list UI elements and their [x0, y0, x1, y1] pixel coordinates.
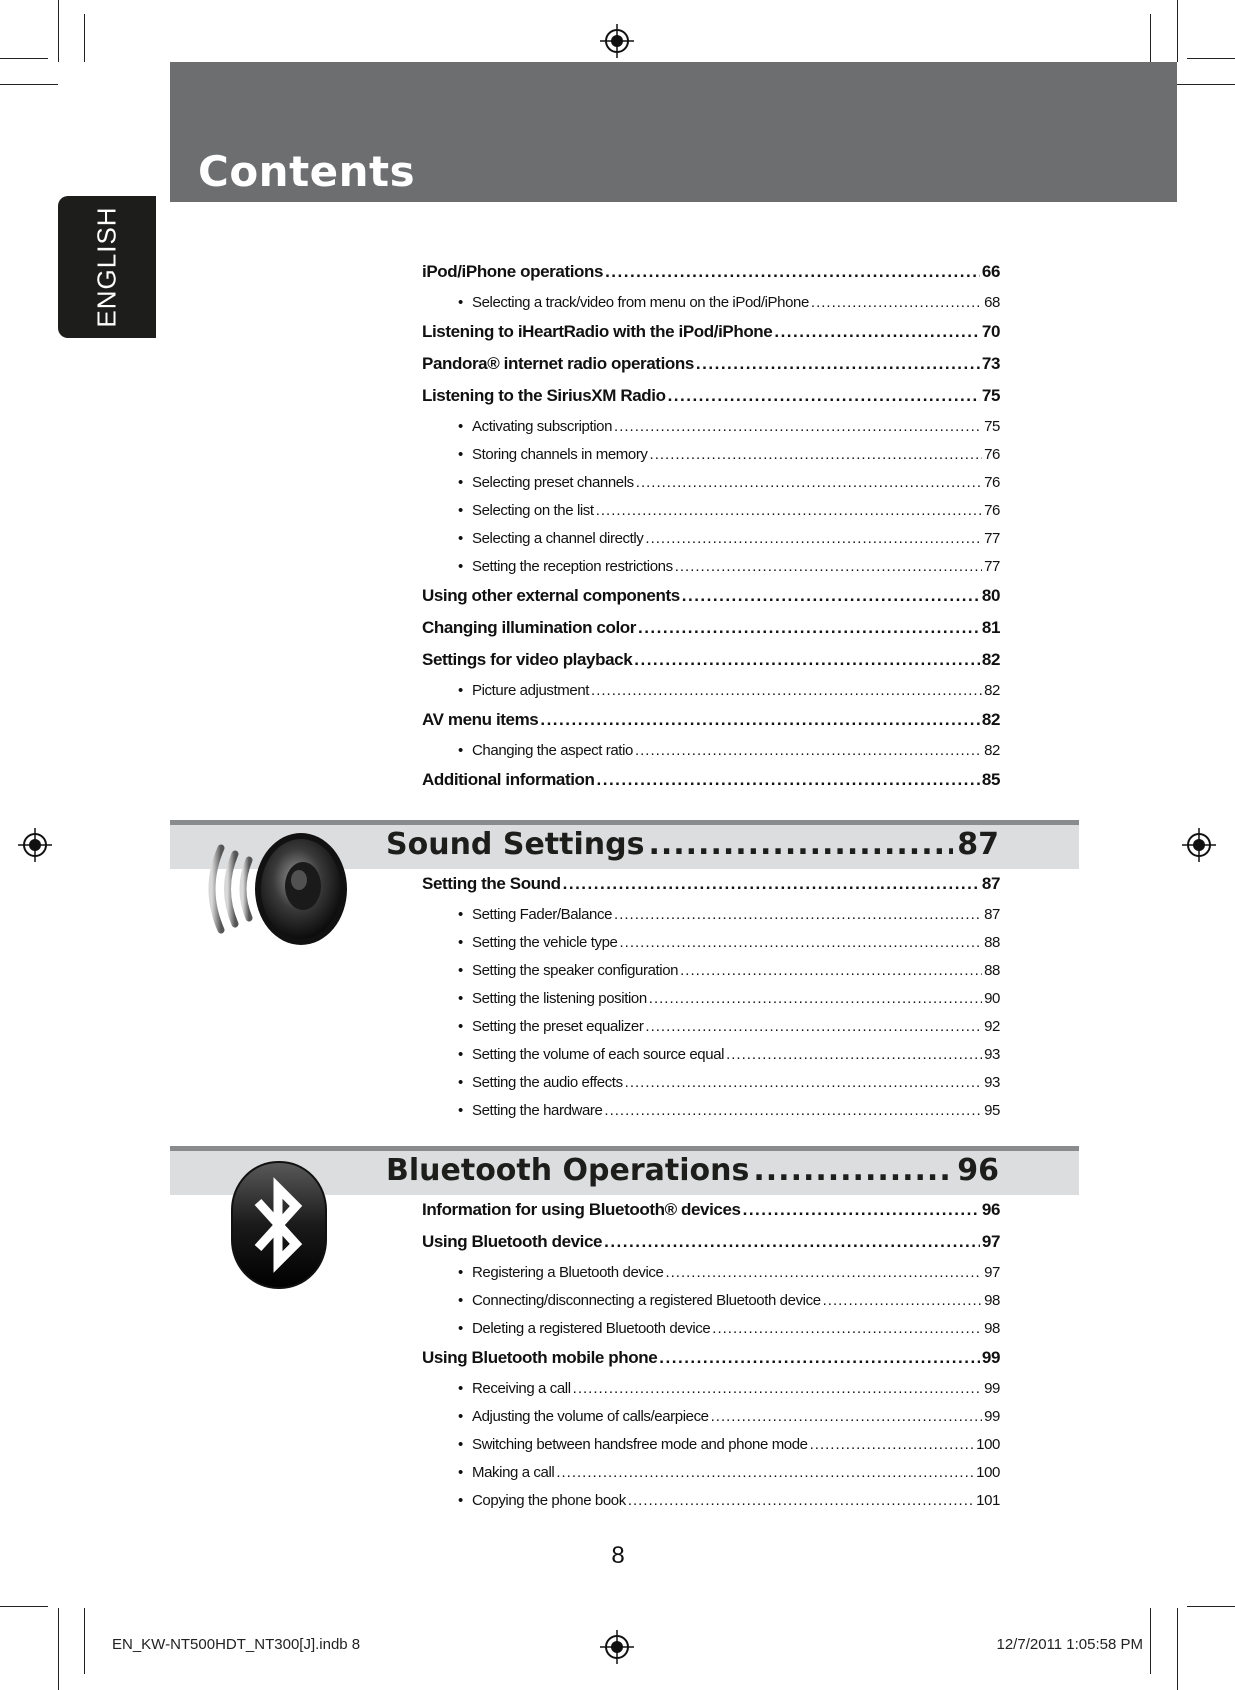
crop-mark	[1150, 14, 1151, 62]
toc-entry-label: Selecting a track/video from menu on the iPod/iPhone	[472, 294, 809, 311]
toc-subentry[interactable]	[422, 502, 1000, 530]
bullet: •	[458, 934, 463, 951]
dot-leader	[659, 1348, 980, 1368]
toc-subentry[interactable]	[422, 558, 1000, 586]
footer-file: EN_KW-NT500HDT_NT300[J].indb 8	[112, 1636, 361, 1653]
dot-leader	[625, 1074, 982, 1091]
toc-entry[interactable]	[422, 586, 1000, 618]
dot-leader	[573, 1380, 982, 1397]
bullet: •	[458, 990, 463, 1007]
toc-entry-label: Adjusting the volume of calls/earpiece	[472, 1408, 709, 1425]
crop-mark	[84, 1608, 85, 1674]
toc-entry[interactable]	[422, 770, 1000, 802]
toc-subentry[interactable]	[422, 446, 1000, 474]
toc-entry-label: Setting the vehicle type	[472, 934, 618, 951]
bullet: •	[458, 558, 463, 575]
toc-entry[interactable]	[422, 874, 1000, 906]
dot-leader	[634, 650, 980, 670]
toc-entry-page: 81	[981, 618, 1000, 637]
toc-entry[interactable]	[422, 650, 1000, 682]
toc-subentry[interactable]	[422, 1436, 1000, 1464]
toc-entry-page: 75	[984, 418, 1000, 435]
dot-leader	[604, 1232, 980, 1252]
dot-leader	[649, 990, 982, 1007]
bullet: •	[458, 906, 463, 923]
crop-mark	[58, 1608, 59, 1690]
bullet: •	[458, 1074, 463, 1091]
toc-entry-page: 100	[976, 1436, 1000, 1453]
bullet: •	[458, 1102, 463, 1119]
toc-entry-label: Changing illumination color	[422, 618, 636, 637]
dot-leader	[591, 682, 982, 699]
toc-entry-page: 85	[981, 770, 1000, 789]
toc-list	[422, 262, 1000, 802]
crop-mark	[1177, 84, 1235, 85]
speaker-icon	[205, 828, 355, 950]
toc-subentry[interactable]	[422, 1464, 1000, 1492]
toc-subentry[interactable]	[422, 530, 1000, 558]
toc-subentry[interactable]	[422, 1320, 1000, 1348]
toc-subentry[interactable]	[422, 1292, 1000, 1320]
dot-leader	[823, 1292, 982, 1309]
registration-mark-icon	[600, 1630, 634, 1664]
dot-leader	[774, 322, 980, 342]
dot-leader	[645, 530, 982, 547]
header-bar	[170, 62, 1177, 202]
dot-leader	[563, 874, 980, 894]
toc-entry-page: 82	[984, 742, 1000, 759]
toc-subentry[interactable]	[422, 474, 1000, 502]
toc-entry-page: 88	[984, 962, 1000, 979]
toc-entry-page: 97	[981, 1232, 1000, 1251]
toc-entry-label: Setting the speaker configuration	[472, 962, 679, 979]
toc-subentry[interactable]	[422, 1074, 1000, 1102]
dot-leader	[682, 586, 980, 606]
dot-leader	[675, 558, 982, 575]
bullet: •	[458, 294, 463, 311]
toc-entry-page: 76	[984, 502, 1000, 519]
toc-entry-page: 96	[981, 1200, 1000, 1219]
toc-entry-page: 99	[981, 1348, 1000, 1367]
bullet: •	[458, 1492, 463, 1509]
bullet: •	[458, 530, 463, 547]
toc-entry-page: 87	[984, 906, 1000, 923]
toc-subentry[interactable]	[422, 682, 1000, 710]
toc-entry-page: 101	[976, 1492, 1000, 1509]
page-number: 8	[611, 1542, 625, 1569]
crop-mark	[1177, 0, 1178, 62]
bullet: •	[458, 446, 463, 463]
bullet: •	[458, 1320, 463, 1337]
section-page-number: 96	[957, 1153, 999, 1188]
dot-leader	[696, 354, 980, 374]
toc-entry[interactable]	[422, 1200, 1000, 1232]
toc-entry-label: Changing the aspect ratio	[472, 742, 633, 759]
bullet: •	[458, 1380, 463, 1397]
toc-entry-page: 68	[984, 294, 1000, 311]
toc-entry-label: Settings for video playback	[422, 650, 633, 669]
toc-entry-label: Picture adjustment	[472, 682, 590, 699]
toc-entry-label: Selecting on the list	[472, 502, 594, 519]
toc-entry-page: 77	[984, 558, 1000, 575]
toc-entry-page: 82	[981, 650, 1000, 669]
dot-leader	[614, 418, 982, 435]
toc-entry[interactable]	[422, 1232, 1000, 1264]
toc-entry-label: Selecting a channel directly	[472, 530, 644, 547]
toc-entry-page: 70	[981, 322, 1000, 341]
crop-mark	[1187, 1606, 1235, 1607]
toc-entry-page: 82	[981, 710, 1000, 729]
toc-entry-page: 66	[981, 262, 1000, 281]
language-tab-label: ENGLISH	[91, 206, 122, 328]
language-tab	[58, 196, 156, 338]
dot-leader	[753, 1153, 953, 1188]
toc-entry[interactable]	[422, 618, 1000, 650]
crop-mark	[0, 58, 48, 59]
registration-mark-icon	[600, 24, 634, 58]
dot-leader	[628, 1492, 974, 1509]
toc-subentry[interactable]	[422, 1492, 1000, 1520]
bluetooth-icon	[230, 1160, 328, 1290]
toc-entry-label: Pandora® internet radio operations	[422, 354, 694, 373]
toc-entry[interactable]	[422, 322, 1000, 354]
toc-entry-label: Using other external components	[422, 586, 680, 605]
toc-entry-page: 100	[976, 1464, 1000, 1481]
toc-entry-label: Deleting a registered Bluetooth device	[472, 1320, 711, 1337]
toc-entry-label: Copying the phone book	[472, 1492, 626, 1509]
toc-entry[interactable]	[422, 710, 1000, 742]
bullet: •	[458, 1464, 463, 1481]
toc-entry-label: Listening to the SiriusXM Radio	[422, 386, 666, 405]
dot-leader	[811, 294, 982, 311]
toc-entry-label: Setting the reception restrictions	[472, 558, 673, 575]
section-title-bluetooth[interactable]	[386, 1153, 999, 1188]
toc-subentry[interactable]	[422, 934, 1000, 962]
dot-leader	[556, 1464, 974, 1481]
toc-subentry[interactable]	[422, 742, 1000, 770]
toc-entry-page: 95	[984, 1102, 1000, 1119]
registration-mark-icon	[18, 828, 52, 862]
toc-entry[interactable]	[422, 354, 1000, 386]
toc-entry-page: 93	[984, 1074, 1000, 1091]
toc-entry-label: Making a call	[472, 1464, 555, 1481]
dot-leader	[648, 827, 953, 862]
dot-leader	[645, 1018, 982, 1035]
toc-entry[interactable]	[422, 1348, 1000, 1380]
toc-entry-label: Setting Fader/Balance	[472, 906, 613, 923]
dot-leader	[711, 1408, 983, 1425]
toc-entry-page: 98	[984, 1292, 1000, 1309]
bullet: •	[458, 1046, 463, 1063]
toc-entry[interactable]	[422, 262, 1000, 294]
dot-leader	[668, 386, 980, 406]
toc-subentry[interactable]	[422, 1408, 1000, 1436]
bullet: •	[458, 1436, 463, 1453]
toc-entry-label: Using Bluetooth device	[422, 1232, 603, 1251]
toc-entry-page: 77	[984, 530, 1000, 547]
toc-subentry[interactable]	[422, 294, 1000, 322]
toc-entry-page: 97	[984, 1264, 1000, 1281]
section-page-number: 87	[957, 827, 999, 862]
bullet: •	[458, 1292, 463, 1309]
section-title-sound[interactable]	[386, 827, 999, 862]
bullet: •	[458, 474, 463, 491]
toc-subentry[interactable]	[422, 1102, 1000, 1130]
crop-mark	[58, 0, 59, 62]
crop-mark	[0, 84, 58, 85]
bullet: •	[458, 1264, 463, 1281]
toc-entry-label: Setting the listening position	[472, 990, 647, 1007]
toc-entry-page: 88	[984, 934, 1000, 951]
bullet: •	[458, 682, 463, 699]
section-title-label: Bluetooth Operations	[386, 1153, 750, 1188]
dot-leader	[712, 1320, 982, 1337]
toc-entry-label: iPod/iPhone operations	[422, 262, 604, 281]
dot-leader	[597, 770, 980, 790]
toc-entry[interactable]	[422, 386, 1000, 418]
bullet: •	[458, 962, 463, 979]
toc-subentry[interactable]	[422, 1264, 1000, 1292]
toc-entry-label: Switching between handsfree mode and phone mode	[472, 1436, 808, 1453]
toc-entry-page: 76	[984, 446, 1000, 463]
dot-leader	[636, 474, 982, 491]
toc-entry-page: 99	[984, 1408, 1000, 1425]
toc-entry-page: 82	[984, 682, 1000, 699]
dot-leader	[665, 1264, 982, 1281]
toc-entry-label: Registering a Bluetooth device	[472, 1264, 664, 1281]
page-title: Contents	[198, 147, 416, 196]
crop-mark	[84, 14, 85, 62]
toc-entry-label: Selecting preset channels	[472, 474, 634, 491]
bullet: •	[458, 418, 463, 435]
dot-leader	[540, 710, 980, 730]
dot-leader	[605, 262, 980, 282]
toc-subentry[interactable]	[422, 906, 1000, 934]
toc-subentry[interactable]	[422, 1018, 1000, 1046]
footer-timestamp: 12/7/2011 1:05:58 PM	[996, 1636, 1143, 1653]
dot-leader	[596, 502, 982, 519]
toc-entry-label: Setting the volume of each source equal	[472, 1046, 725, 1063]
bullet: •	[458, 502, 463, 519]
toc-list	[422, 874, 1000, 1130]
toc-entry-label: Storing channels in memory	[472, 446, 648, 463]
dot-leader	[620, 934, 983, 951]
dot-leader	[638, 618, 980, 638]
bullet: •	[458, 742, 463, 759]
toc-entry-label: Additional information	[422, 770, 595, 789]
section-title-label: Sound Settings	[386, 827, 645, 862]
dot-leader	[810, 1436, 975, 1453]
dot-leader	[614, 906, 982, 923]
dot-leader	[726, 1046, 982, 1063]
toc-list	[422, 1200, 1000, 1520]
toc-entry-label: Connecting/disconnecting a registered Bluetooth device	[472, 1292, 821, 1309]
crop-mark	[1187, 58, 1235, 59]
toc-entry-page: 73	[981, 354, 1000, 373]
toc-subentry[interactable]	[422, 990, 1000, 1018]
toc-entry-page: 87	[981, 874, 1000, 893]
bullet: •	[458, 1018, 463, 1035]
toc-entry-page: 90	[984, 990, 1000, 1007]
toc-subentry[interactable]	[422, 962, 1000, 990]
toc-subentry[interactable]	[422, 1046, 1000, 1074]
dot-leader	[604, 1102, 982, 1119]
toc-entry-page: 75	[981, 386, 1000, 405]
toc-subentry[interactable]	[422, 1380, 1000, 1408]
registration-mark-icon	[1182, 828, 1216, 862]
bullet: •	[458, 1408, 463, 1425]
toc-entry-label: Activating subscription	[472, 418, 613, 435]
dot-leader	[650, 446, 983, 463]
toc-entry-page: 92	[984, 1018, 1000, 1035]
toc-entry-label: Receiving a call	[472, 1380, 571, 1397]
dot-leader	[680, 962, 982, 979]
toc-subentry[interactable]	[422, 418, 1000, 446]
toc-entry-page: 99	[984, 1380, 1000, 1397]
crop-mark	[0, 1606, 48, 1607]
dot-leader	[635, 742, 982, 759]
toc-entry-label: Setting the preset equalizer	[472, 1018, 644, 1035]
toc-entry-label: Listening to iHeartRadio with the iPod/iPhone	[422, 322, 773, 341]
toc-entry-label: Setting the audio effects	[472, 1074, 623, 1091]
toc-entry-page: 98	[984, 1320, 1000, 1337]
toc-entry-label: Setting the Sound	[422, 874, 561, 893]
toc-entry-page: 80	[981, 586, 1000, 605]
crop-mark	[1177, 1608, 1178, 1690]
dot-leader	[743, 1200, 980, 1220]
crop-mark	[1150, 1608, 1151, 1674]
toc-entry-page: 93	[984, 1046, 1000, 1063]
toc-entry-label: Setting the hardware	[472, 1102, 603, 1119]
toc-entry-page: 76	[984, 474, 1000, 491]
toc-entry-label: AV menu items	[422, 710, 539, 729]
toc-entry-label: Information for using Bluetooth® devices	[422, 1200, 741, 1219]
toc-entry-label: Using Bluetooth mobile phone	[422, 1348, 658, 1367]
